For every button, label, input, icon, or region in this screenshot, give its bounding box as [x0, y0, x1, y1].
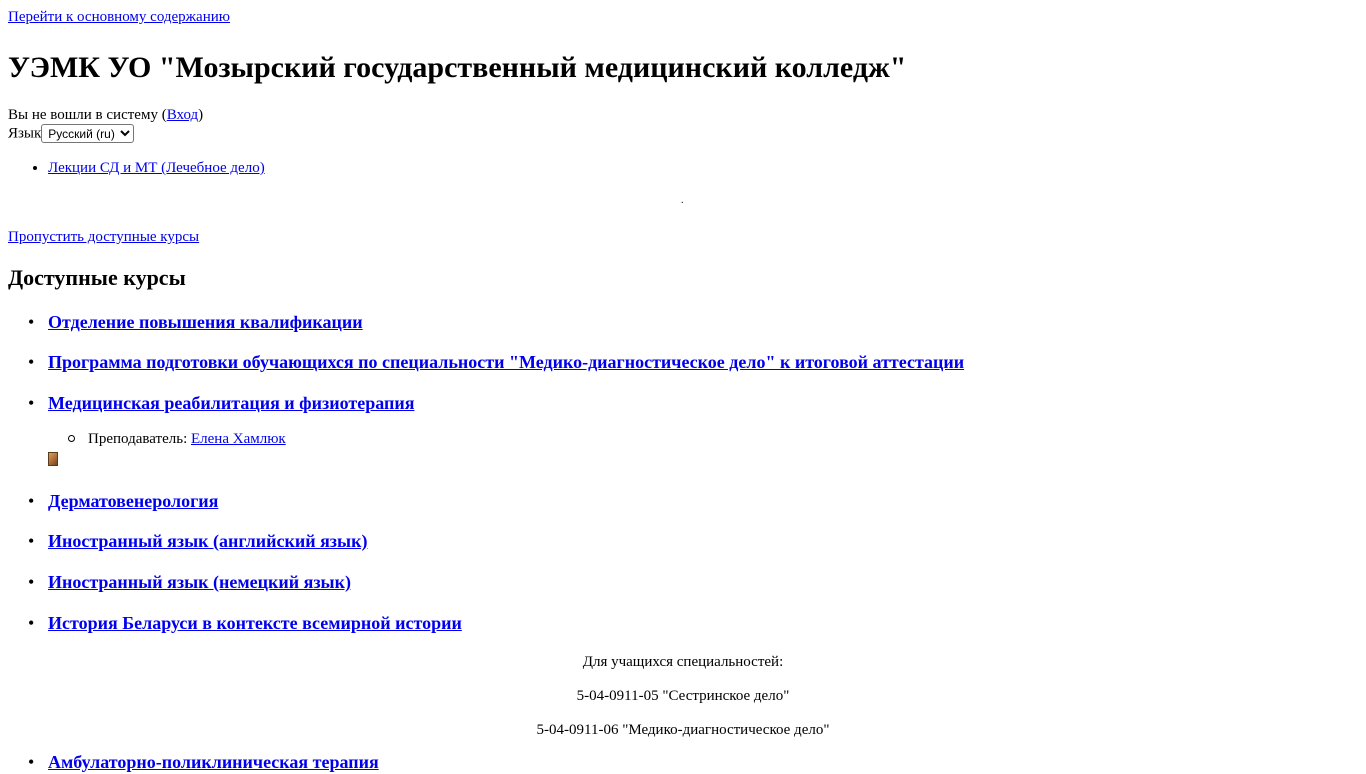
skip-to-main-link[interactable]: Перейти к основному содержанию [8, 9, 230, 25]
course-link[interactable]: История Беларуси в контексте всемирной истории [48, 613, 462, 633]
custom-menu-link-lectures[interactable]: Лекции СД и МТ (Лечебное дело) [48, 160, 265, 176]
course-item [48, 491, 218, 513]
login-status-text: Вы не вошли в систему [8, 107, 158, 123]
course-item [48, 613, 462, 635]
course-item [48, 572, 351, 594]
course-item [48, 312, 363, 334]
language-label: Язык [8, 125, 42, 142]
course-link[interactable]: Иностранный язык (немецкий язык) [48, 572, 351, 592]
skip-courses-link[interactable]: Пропустить доступные курсы [8, 229, 200, 245]
site-title: УЭМК УО "Мозырский государственный медицинский колледж" [8, 51, 907, 84]
course-item [48, 752, 379, 774]
custom-menu-item [48, 159, 265, 177]
language-menu [8, 124, 134, 143]
custom-menu [8, 159, 265, 177]
summary-line: 5-04-0911-06 "Медико-диагностическое дело" [536, 722, 830, 738]
course-link[interactable]: Иностранный язык (английский язык) [48, 531, 368, 551]
course-item [48, 531, 367, 553]
teacher-label: Преподаватель: [88, 431, 188, 447]
separator-dot: . [681, 195, 684, 206]
summary-line: Для учащихся специальностей: [582, 654, 784, 670]
course-item [48, 352, 964, 374]
course-link[interactable]: Отделение повышения квалификации [48, 312, 363, 332]
teacher-entry [88, 430, 286, 448]
course-link[interactable]: Дерматовенерология [48, 491, 219, 511]
language-select[interactable] [41, 124, 134, 143]
course-link[interactable]: Программа подготовки обучающихся по специальности "Медико-диагностическое дело" к итоговой аттестации [48, 352, 965, 372]
login-info: Вы не вошли в систему (Вход) [8, 107, 204, 123]
course-link[interactable]: Медицинская реабилитация и физиотерапия [48, 393, 415, 413]
course-item [48, 393, 415, 447]
course-image[interactable] [48, 452, 58, 466]
course-teachers [88, 430, 286, 448]
login-link[interactable]: Вход [166, 107, 199, 123]
summary-line: 5-04-0911-05 "Сестринское дело" [576, 688, 790, 704]
course-link[interactable]: Амбулаторно-поликлиническая терапия [48, 752, 379, 772]
teacher-link[interactable]: Елена Хамлюк [191, 431, 286, 447]
courses-heading: Доступные курсы [8, 265, 186, 290]
